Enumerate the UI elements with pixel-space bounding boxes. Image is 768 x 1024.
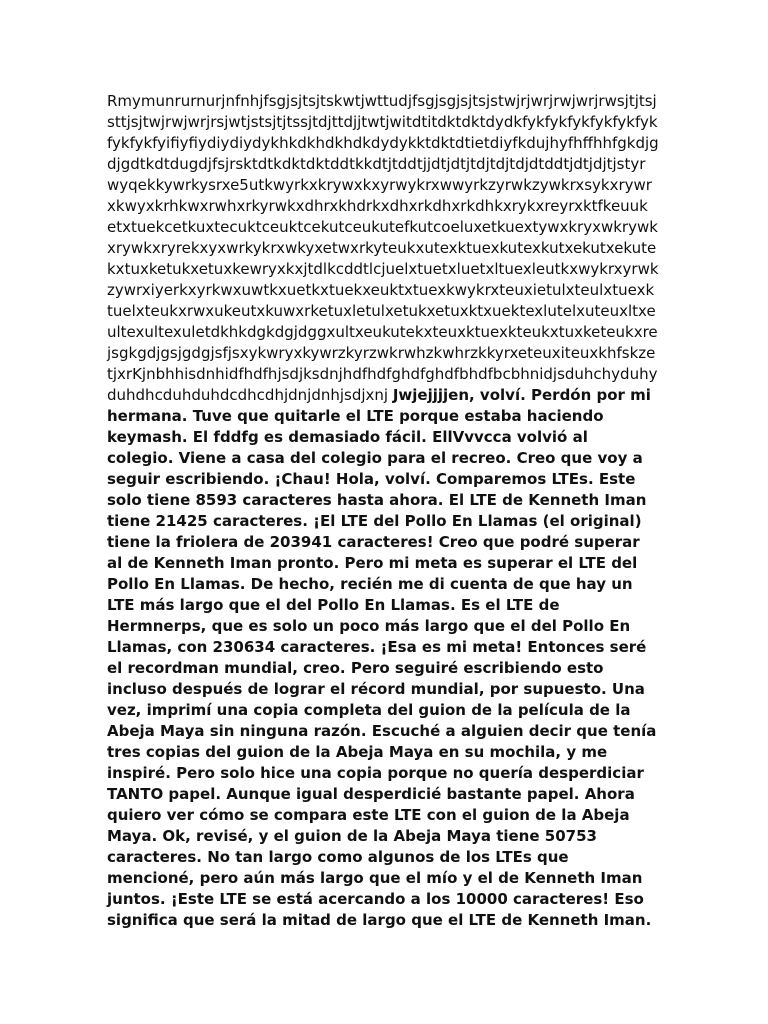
bold-text-run: vez, imprimí una copia completa del guion de la película de la — [107, 701, 631, 719]
bold-text-run: tiene 21425 caracteres. ¡El LTE del Pollo En Llamas (el original) — [107, 512, 642, 530]
text-line — [107, 532, 667, 553]
text-line — [107, 847, 667, 868]
document-body-text — [107, 91, 667, 931]
text-line — [107, 616, 667, 637]
bold-text-run: TANTO papel. Aunque igual desperdicié bastante papel. Ahora — [107, 785, 635, 803]
text-line — [107, 469, 667, 490]
text-run: xkwyxkrhkwxrwhxrkyrwkxdhrxkhdrkxdhxrkdhxrkdhkxrykxreyrxktfkeuuk — [107, 197, 648, 215]
bold-text-run: tiene la friolera de 203941 caracteres! Creo que podré superar — [107, 533, 640, 551]
text-line — [107, 910, 667, 931]
text-run: tjxrKjnbhhisdnhidfhdfhjsdjksdnjhdfhdfghdfghdfbhdfbcbhnidjsduhchyduhy — [107, 365, 658, 383]
text-run: fykfykfyifiyfiydiydiydykhkdkhdkhdkdydykktdktdtietdiyfkdujhyfhffhhfgkdjg — [107, 134, 659, 152]
text-run: jsgkgdjgsjgdgjsfjsxykwryxkywrzkyrzwkrwhzkwhrzkkyrxeteuxiteuxkhfskze — [107, 344, 656, 362]
text-run: kxtuxketukxetuxkewryxkxjtdlkcddtlcjuelxtuetxluetxltuexleutkxwykrxyrwk — [107, 260, 659, 278]
text-line — [107, 217, 667, 238]
text-line — [107, 448, 667, 469]
text-run: Rmymunrurnurjnfnhjfsgjsjtsjtskwtjwttudjfsgjsgjsjtsjstwjrjwrjrwjwrjrwsjtjtsj — [107, 92, 657, 110]
text-line — [107, 427, 667, 448]
bold-text-run: solo tiene 8593 caracteres hasta ahora. El LTE de Kenneth Iman — [107, 491, 647, 509]
text-line — [107, 112, 667, 133]
text-line — [107, 742, 667, 763]
text-run: ultexultexuletdkhkdgkdgjdggxultxeukutekxteuxktuexkteukxtuxketeukxre — [107, 323, 658, 341]
text-run: wyqekkywrkysrxe5utkwyrkxkrywxkxyrwykrxwwyrkzyrwkzywkrxsykxrywr — [107, 176, 652, 194]
text-line — [107, 553, 667, 574]
text-line — [107, 343, 667, 364]
text-run: duhdhcduhduhdcdhcdhjdnjdnhjsdjxnj — [107, 386, 393, 404]
text-line — [107, 490, 667, 511]
text-run: etxtuekcetkuxtecuktceuktcekutceukutefkutcoeluxetkuextywxkryxwkrywk — [107, 218, 658, 236]
text-line — [107, 658, 667, 679]
text-line — [107, 805, 667, 826]
text-line — [107, 154, 667, 175]
bold-text-run: colegio. Viene a casa del colegio para el recreo. Creo que voy a — [107, 449, 643, 467]
text-run: sttjsjtwjrwjwrjrsjwtjstsjtjtssjtdjttdjjtwtjwitdtitdktdktdydkfykfykfykfykfykfyk — [107, 113, 658, 131]
text-line — [107, 511, 667, 532]
bold-text-run: mencioné, pero aún más largo que el mío y el de Kenneth Iman — [107, 869, 643, 887]
text-line — [107, 175, 667, 196]
bold-text-run: incluso después de lograr el récord mundial, por supuesto. Una — [107, 680, 645, 698]
bold-text-run: Abeja Maya sin ninguna razón. Escuché a alguien decir que tenía — [107, 722, 657, 740]
text-line — [107, 322, 667, 343]
text-line — [107, 679, 667, 700]
text-line — [107, 784, 667, 805]
text-line — [107, 364, 667, 385]
text-line — [107, 889, 667, 910]
bold-text-run: Llamas, con 230634 caracteres. ¡Esa es mi meta! Entonces seré — [107, 638, 647, 656]
text-line — [107, 301, 667, 322]
text-run: zywrxiyerkxyrkwxuwtkxuetkxtuekxeuktxtuexkwykrxteuxietulxteulxtuexk — [107, 281, 655, 299]
text-line — [107, 280, 667, 301]
bold-text-run: caracteres. No tan largo como algunos de los LTEs que — [107, 848, 569, 866]
bold-text-run: keymash. El fddfg es demasiado fácil. EllVvvcca volvió al — [107, 428, 588, 446]
text-line — [107, 196, 667, 217]
bold-text-run: juntos. ¡Este LTE se está acercando a los 10000 caracteres! Eso — [107, 890, 644, 908]
bold-text-run: significa que será la mitad de largo que el LTE de Kenneth Iman. — [107, 911, 652, 929]
text-line — [107, 574, 667, 595]
bold-text-run: Pollo En Llamas. De hecho, recién me di cuenta de que hay un — [107, 575, 633, 593]
text-line — [107, 637, 667, 658]
bold-text-run: seguir escribiendo. ¡Chau! Hola, volví. Comparemos LTEs. Este — [107, 470, 636, 488]
bold-text-run: Maya. Ok, revisé, y el guion de la Abeja Maya tiene 50753 — [107, 827, 597, 845]
text-line — [107, 763, 667, 784]
text-run: djgdtkdtdugdjfsjrsktdtkdktdktddtkkdtjtddtjjdtjdtjtdjtdjtdjdtddtjdtjdjtjstyr — [107, 155, 646, 173]
text-line — [107, 259, 667, 280]
text-line — [107, 385, 667, 406]
text-run: tuelxteukxrwxukeutxkuwxrketuxletulxetukxetuxktxuektexlutelxuteuxltxe — [107, 302, 656, 320]
text-line — [107, 721, 667, 742]
bold-text-run: Jwjejjjjen, volví. Perdón por mi — [392, 386, 651, 404]
bold-text-run: tres copias del guion de la Abeja Maya en su mochila, y me — [107, 743, 608, 761]
text-line — [107, 406, 667, 427]
text-line — [107, 595, 667, 616]
bold-text-run: inspiré. Pero solo hice una copia porque no quería desperdiciar — [107, 764, 644, 782]
bold-text-run: hermana. Tuve que quitarle el LTE porque estaba haciendo — [107, 407, 604, 425]
bold-text-run: LTE más largo que el del Pollo En Llamas. Es el LTE de — [107, 596, 560, 614]
bold-text-run: Hermnerps, que es solo un poco más largo que el del Pollo En — [107, 617, 631, 635]
text-line — [107, 91, 667, 112]
bold-text-run: al de Kenneth Iman pronto. Pero mi meta es superar el LTE del — [107, 554, 638, 572]
text-line — [107, 238, 667, 259]
text-run: xrywkxryrekxyxwrkykrxwkyxetwxrkyteukxutexktuexkutexkutxekutxekute — [107, 239, 657, 257]
bold-text-run: el recordman mundial, creo. Pero seguiré escribiendo esto — [107, 659, 604, 677]
text-line — [107, 133, 667, 154]
text-line — [107, 826, 667, 847]
text-line — [107, 700, 667, 721]
text-line — [107, 868, 667, 889]
bold-text-run: quiero ver cómo se compara este LTE con el guion de la Abeja — [107, 806, 630, 824]
